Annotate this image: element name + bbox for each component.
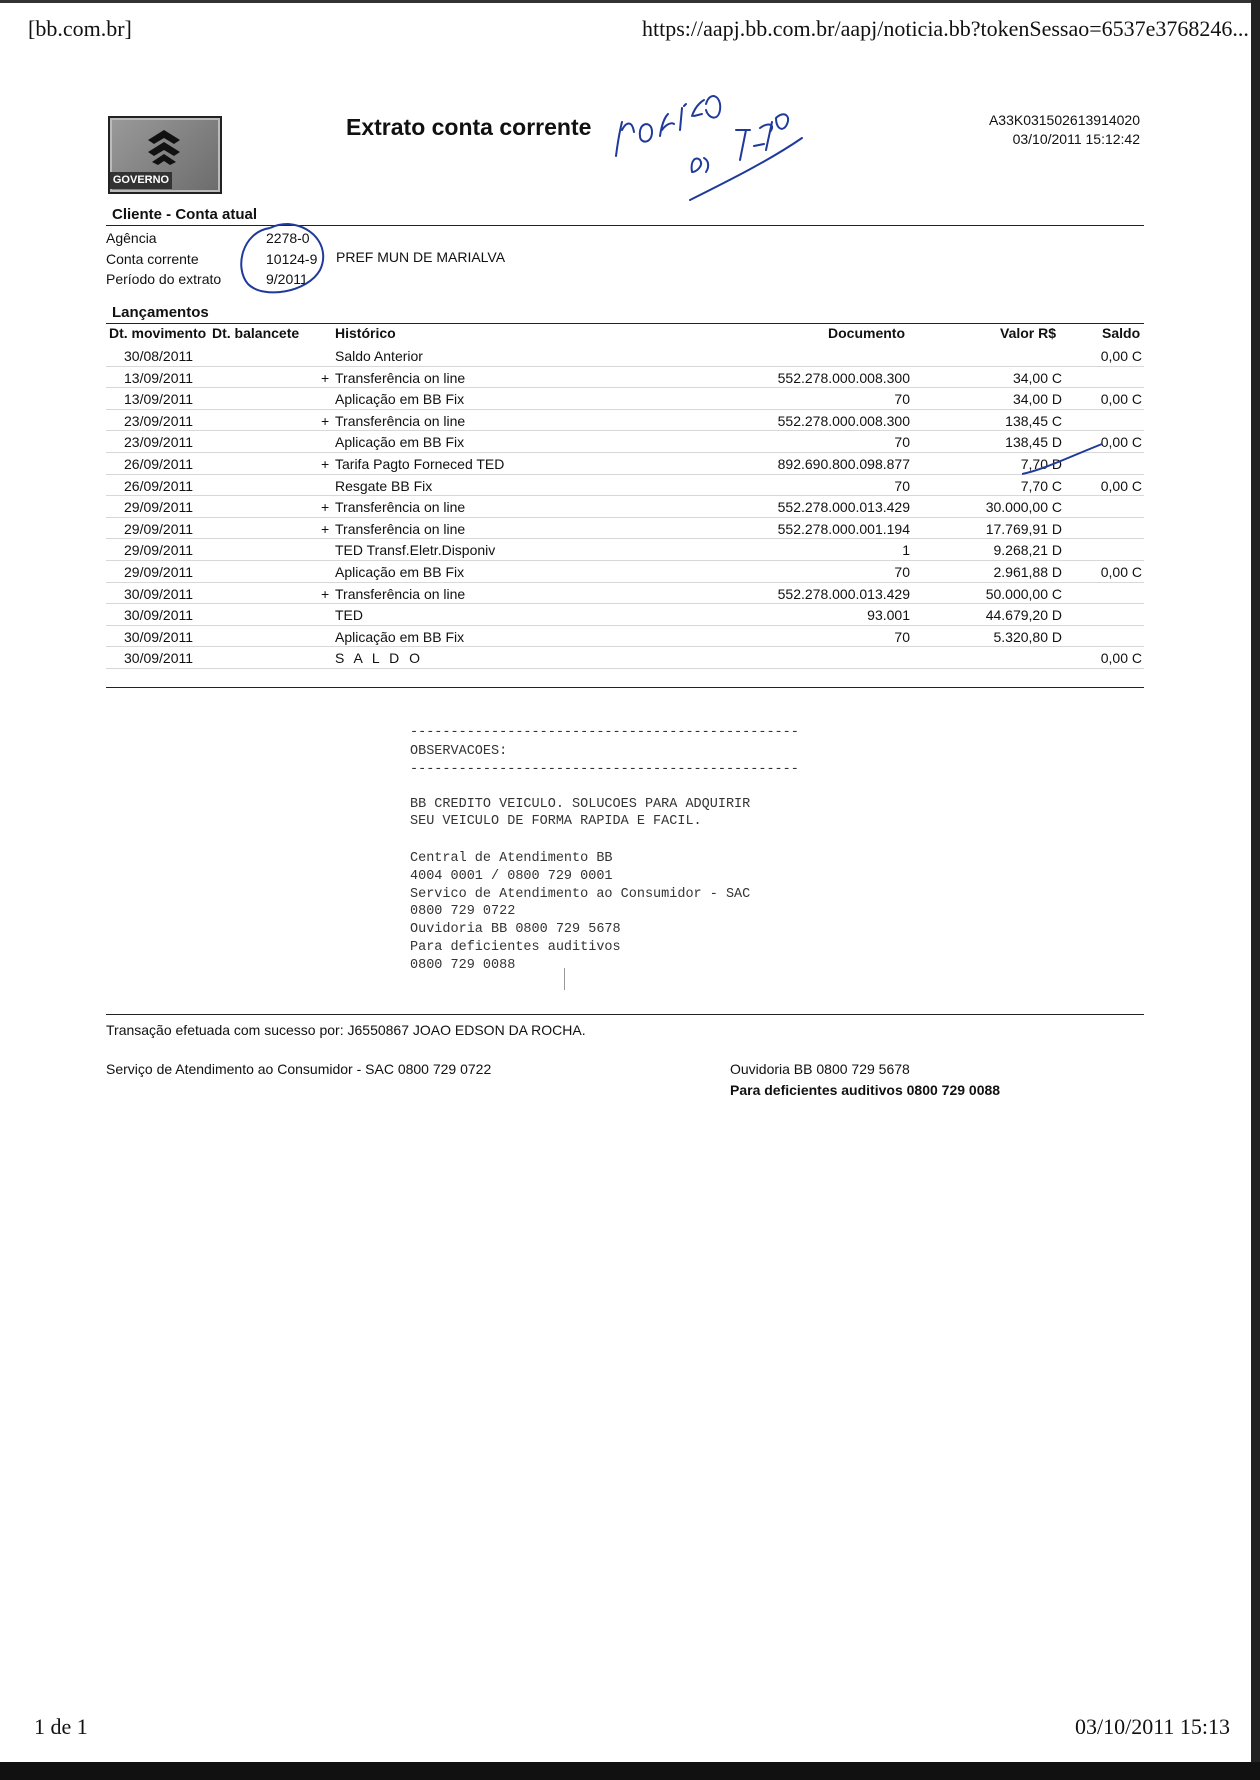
obs-top-dashes: ------------------------------------------------ — [410, 725, 799, 740]
col-dt-balancete: Dt. balancete — [212, 325, 300, 341]
row-documento: 552.278.000.013.429 — [777, 585, 910, 602]
scan-bottom-edge — [0, 1762, 1260, 1780]
scan-right-edge — [1251, 0, 1260, 1780]
row-documento: 70 — [894, 477, 910, 494]
row-documento: 70 — [894, 391, 910, 408]
row-valor: 138,45 D — [1005, 434, 1062, 451]
row-date: 30/08/2011 — [124, 348, 194, 364]
table-row — [106, 495, 1144, 518]
table-row — [106, 517, 1144, 540]
scan-top-edge — [0, 0, 1260, 3]
table-end-divider — [106, 687, 1144, 688]
obs-contact-line-2: 4004 0001 / 0800 729 0001 — [410, 869, 613, 884]
row-documento: 552.278.000.008.300 — [777, 412, 910, 429]
row-documento: 70 — [894, 434, 910, 451]
row-date: 30/09/2011 — [124, 607, 194, 624]
row-date: 30/09/2011 — [124, 650, 194, 667]
row-date: 23/09/2011 — [124, 434, 194, 451]
row-date: 13/09/2011 — [124, 391, 194, 408]
obs-bottom-dashes: ------------------------------------------------ — [410, 762, 799, 777]
page-title: Extrato conta corrente — [346, 114, 592, 140]
row-date: 29/09/2011 — [124, 520, 194, 537]
row-date: 13/09/2011 — [124, 369, 194, 386]
obs-contact-line-3: Servico de Atendimento ao Consumidor - SAC — [410, 887, 751, 902]
transaction-confirmation: Transação efetuada com sucesso por: J6550867 JOAO EDSON DA ROCHA. — [106, 1022, 586, 1038]
footer-sac: Serviço de Atendimento ao Consumidor - SAC 0800 729 0722 — [106, 1061, 492, 1077]
row-historico: Aplicação em BB Fix — [335, 391, 465, 408]
row-historico: Transferência on line — [335, 499, 466, 516]
row-valor: 50.000,00 C — [985, 585, 1062, 602]
obs-contact-line-6: Para deficientes auditivos — [410, 940, 621, 955]
print-header-site: [bb.com.br] — [28, 16, 132, 41]
table-row — [106, 560, 1144, 583]
lancamentos-section-title: Lançamentos — [112, 304, 209, 321]
obs-contact-line-1: Central de Atendimento BB — [410, 851, 613, 866]
row-documento: 1 — [902, 542, 910, 559]
periodo-label: Período do extrato — [106, 271, 222, 287]
document-code: A33K031502613914020 — [988, 112, 1140, 128]
row-valor: 138,45 C — [1005, 412, 1062, 429]
row-sign: + — [321, 412, 330, 429]
row-documento: 552.278.000.013.429 — [777, 499, 910, 516]
row-historico: Transferência on line — [335, 520, 466, 537]
footer-ouvidoria: Ouvidoria BB 0800 729 5678 — [730, 1061, 910, 1077]
table-row — [106, 409, 1144, 432]
col-historico: Histórico — [335, 325, 396, 341]
periodo-value: 9/2011 — [266, 271, 308, 287]
agencia-value: 2278-0 — [266, 230, 310, 246]
row-documento: 70 — [894, 564, 910, 580]
row-documento: 70 — [894, 628, 910, 645]
col-saldo: Saldo — [1102, 325, 1141, 341]
row-valor: 34,00 C — [1012, 369, 1062, 386]
row-sign: + — [321, 585, 330, 602]
obs-title: OBSERVACOES: — [410, 744, 508, 759]
row-valor: 7,70 D — [1020, 456, 1062, 472]
row-sign: + — [321, 520, 330, 537]
print-timestamp: 03/10/2011 15:13 — [1075, 1714, 1231, 1739]
table-row — [106, 452, 1144, 475]
table-row — [106, 430, 1144, 453]
table-row — [106, 646, 1144, 669]
row-historico: Saldo Anterior — [335, 348, 423, 364]
row-historico: Aplicação em BB Fix — [335, 628, 465, 645]
row-date: 29/09/2011 — [124, 542, 194, 559]
table-row — [106, 387, 1144, 410]
row-saldo: 0,00 C — [1100, 564, 1142, 580]
row-valor: 2.961,88 D — [993, 564, 1062, 580]
row-historico: TED — [335, 607, 363, 624]
row-date: 26/09/2011 — [124, 456, 194, 472]
col-dt-movimento: Dt. movimento — [109, 325, 207, 341]
row-historico: S A L D O — [335, 650, 423, 667]
table-row — [106, 344, 1144, 367]
handwritten-annotation — [600, 60, 820, 210]
handwritten-circle — [230, 222, 330, 296]
row-documento: 552.278.000.008.300 — [777, 369, 910, 386]
obs-promo-line-2: SEU VEICULO DE FORMA RAPIDA E FACIL. — [410, 814, 702, 829]
document-datetime: 03/10/2011 15:12:42 — [1012, 131, 1140, 147]
row-date: 23/09/2011 — [124, 412, 194, 429]
row-saldo: 0,00 C — [1100, 348, 1142, 364]
table-row — [106, 474, 1144, 497]
row-historico: Aplicação em BB Fix — [335, 434, 465, 451]
row-valor: 30.000,00 C — [985, 499, 1062, 516]
row-historico: Resgate BB Fix — [335, 477, 433, 494]
obs-contact-line-7: 0800 729 0088 — [410, 958, 516, 973]
row-historico: Transferência on line — [335, 412, 466, 429]
footer-deficientes: Para deficientes auditivos 0800 729 0088 — [730, 1082, 1001, 1098]
print-page-count: 1 de 1 — [34, 1714, 88, 1739]
obs-contact-line-4: 0800 729 0722 — [410, 904, 516, 919]
footer-divider — [106, 1014, 1144, 1015]
row-valor: 5.320,80 D — [993, 628, 1062, 645]
obs-promo-line-1: BB CREDITO VEICULO. SOLUCOES PARA ADQUIRIR — [410, 797, 751, 812]
table-row — [106, 603, 1144, 626]
row-sign: + — [321, 456, 330, 472]
table-row — [106, 366, 1144, 389]
row-valor: 7,70 C — [1020, 477, 1062, 494]
row-documento: 552.278.000.001.194 — [777, 520, 910, 537]
account-holder: PREF MUN DE MARIALVA — [336, 249, 506, 265]
bank-logo — [108, 116, 222, 194]
table-row — [106, 538, 1144, 561]
row-historico: Transferência on line — [335, 585, 466, 602]
conta-value: 10124-9 — [266, 251, 318, 267]
row-valor: 9.268,21 D — [993, 542, 1062, 559]
row-historico: Aplicação em BB Fix — [335, 564, 465, 580]
print-header-url: https://aapj.bb.com.br/aapj/noticia.bb?tokenSessao=6537e3768246... — [642, 16, 1249, 41]
row-sign: + — [321, 499, 330, 516]
row-valor: 34,00 D — [1012, 391, 1062, 408]
handwritten-checkmark — [1022, 440, 1142, 480]
row-valor: 44.679,20 D — [985, 607, 1062, 624]
row-date: 26/09/2011 — [124, 477, 194, 494]
row-date: 29/09/2011 — [124, 564, 194, 580]
row-documento: 93.001 — [867, 607, 910, 624]
row-sign: + — [321, 369, 330, 386]
row-saldo: 0,00 C — [1100, 391, 1142, 408]
row-historico: Tarifa Pagto Forneced TED — [335, 456, 505, 472]
row-documento: 892.690.800.098.877 — [777, 456, 910, 472]
row-valor: 17.769,91 D — [985, 520, 1062, 537]
table-row — [106, 625, 1144, 648]
row-saldo: 0,00 C — [1100, 650, 1142, 667]
conta-label: Conta corrente — [106, 251, 199, 267]
agencia-label: Agência — [106, 230, 157, 246]
obs-contact-line-5: Ouvidoria BB 0800 729 5678 — [410, 922, 621, 937]
row-saldo: 0,00 C — [1100, 434, 1142, 451]
row-historico: TED Transf.Eletr.Disponiv — [335, 542, 496, 559]
row-historico: Transferência on line — [335, 369, 466, 386]
bb-logo-icon — [142, 126, 186, 166]
table-row — [106, 582, 1144, 605]
col-valor: Valor R$ — [1000, 325, 1057, 341]
logo-governo-label: GOVERNO — [110, 172, 172, 189]
row-date: 30/09/2011 — [124, 585, 194, 602]
lancamentos-divider — [106, 323, 1144, 324]
col-documento: Documento — [828, 325, 905, 341]
row-date: 30/09/2011 — [124, 628, 194, 645]
row-date: 29/09/2011 — [124, 499, 194, 516]
cliente-section-title: Cliente - Conta atual — [112, 206, 258, 223]
row-saldo: 0,00 C — [1100, 477, 1142, 494]
scan-mark — [564, 968, 565, 990]
